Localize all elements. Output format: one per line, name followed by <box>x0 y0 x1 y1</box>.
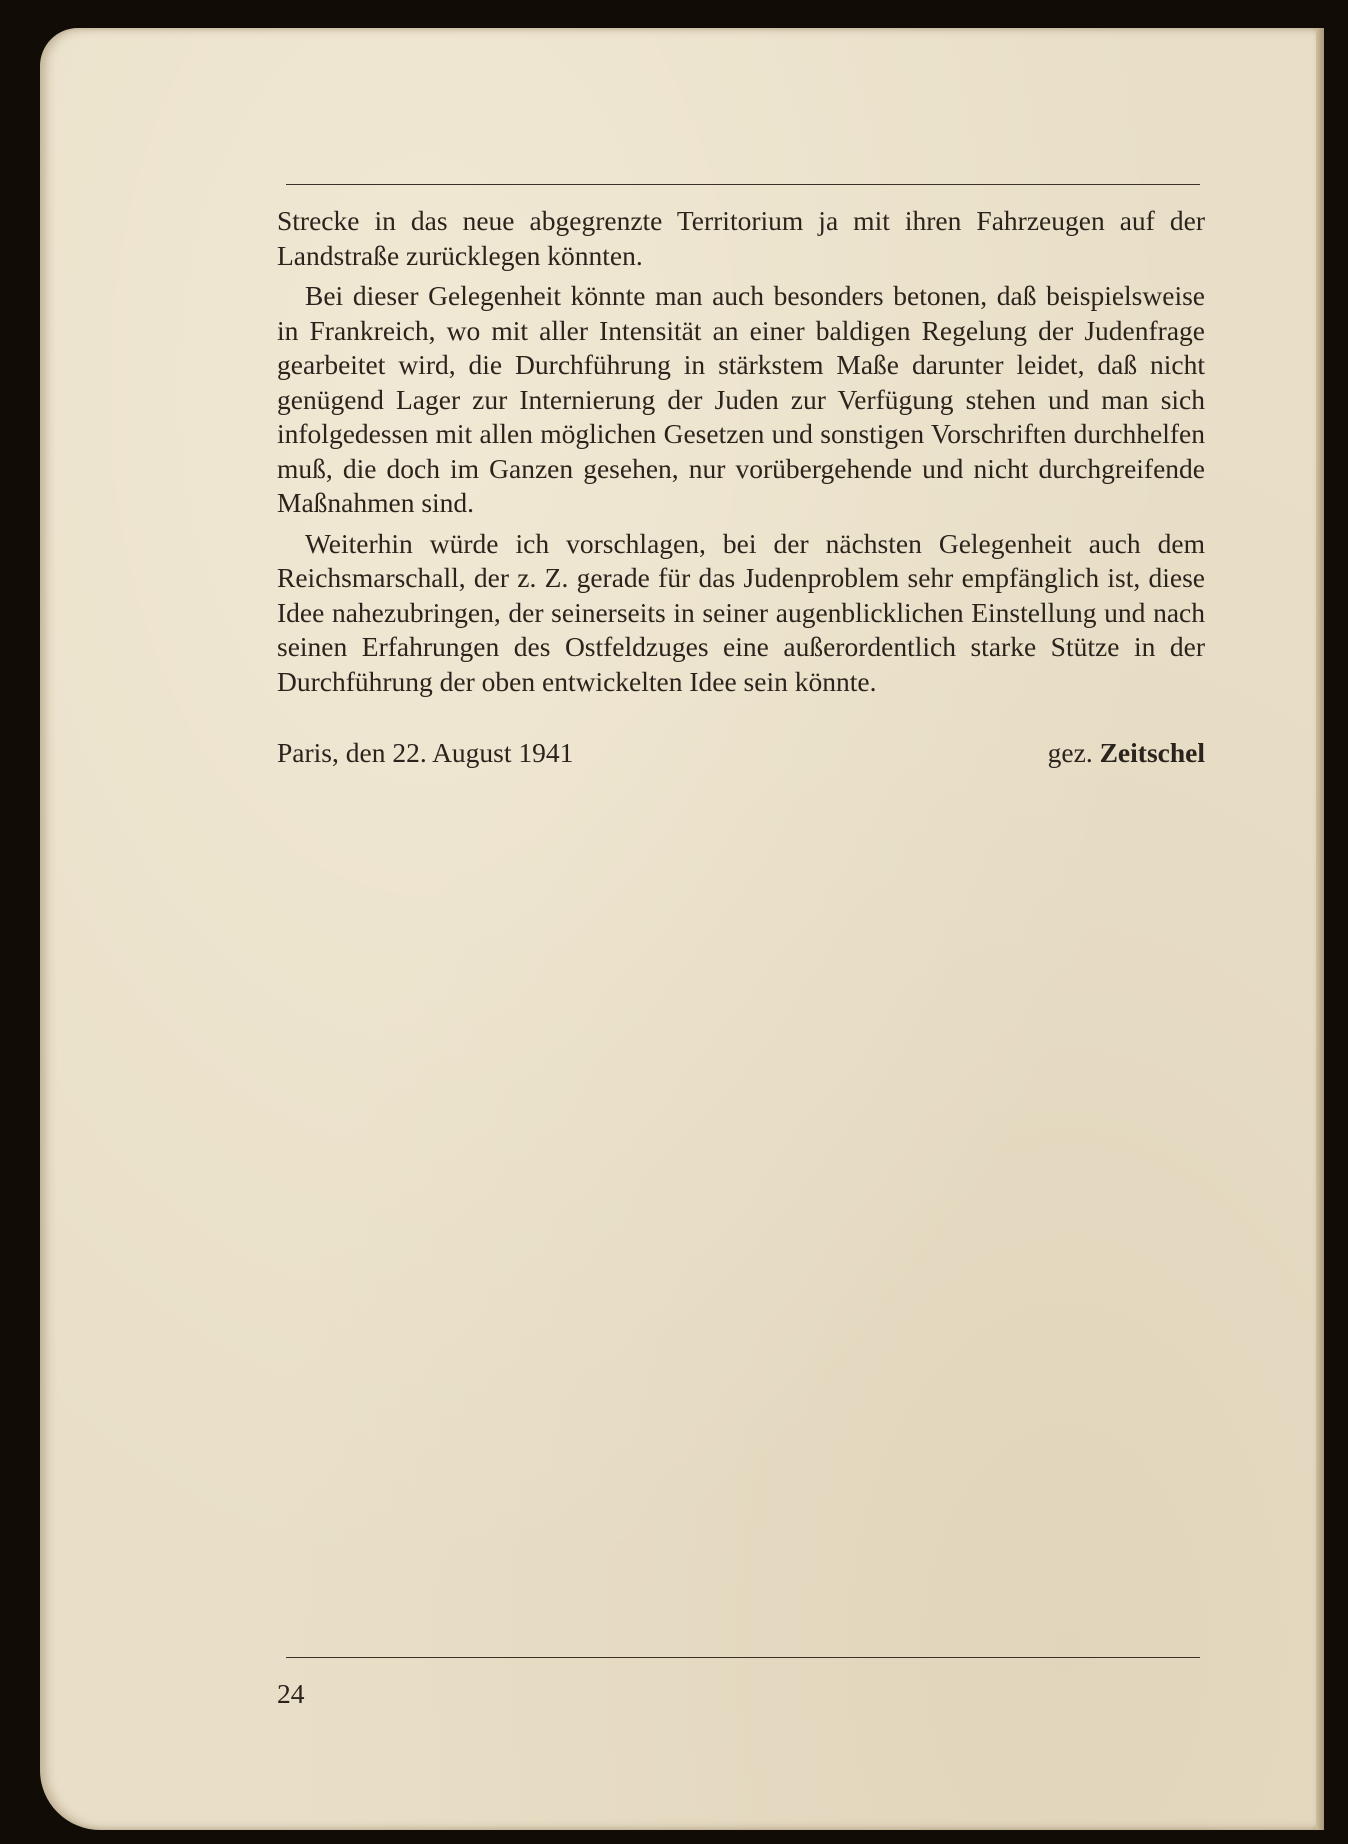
book-spine-edge <box>1316 28 1324 1830</box>
body-text <box>277 204 1205 699</box>
paragraph-2: Bei dieser Gelegenheit könnte man auch besonders betonen, daß beispielsweise in Frankreich, wo mit aller Intensität an einer baldigen Regelung der Judenfrage gearbeitet wird, die Durchführung in stärkstem Maße darunter leidet, daß nicht genügend Lager zur Internierung der Juden zur Verfügung stehen und man sich infolgedessen mit allen möglichen Gesetzen und sonstigen Vorschriften durchhelfen muß, die doch im Ganzen gesehen, nur vorübergehende und nicht durchgreifende Maßnahmen sind. <box>277 280 1205 518</box>
paragraph-1: Strecke in das neue abgegrenzte Territorium ja mit ihren Fahrzeugen auf der Landstraße zurücklegen könnten. <box>277 205 1205 271</box>
header-rule <box>286 184 1200 185</box>
place-date: Paris, den 22. August 1941 <box>277 737 574 768</box>
signature-prefix: gez. <box>1047 737 1093 768</box>
footer-rule <box>286 1657 1200 1658</box>
signature <box>1048 737 1205 769</box>
signature-line <box>277 737 1205 773</box>
page-number: 24 <box>277 1678 305 1709</box>
signer-name: Zeitschel <box>1099 737 1205 768</box>
paragraph-3: Weiterhin würde ich vorschlagen, bei der nächsten Gelegenheit auch dem Reichsmarschall, der z. Z. gerade für das Judenproblem sehr empfänglich ist, diese Idee nahezubringen, der seinerseits in seiner augenblicklichen Einstellung und nach seinen Erfahrungen des Ostfeldzuges eine außerordentlich starke Stütze in der Durchführung der oben entwickelten Idee sein könnte. <box>277 527 1205 697</box>
